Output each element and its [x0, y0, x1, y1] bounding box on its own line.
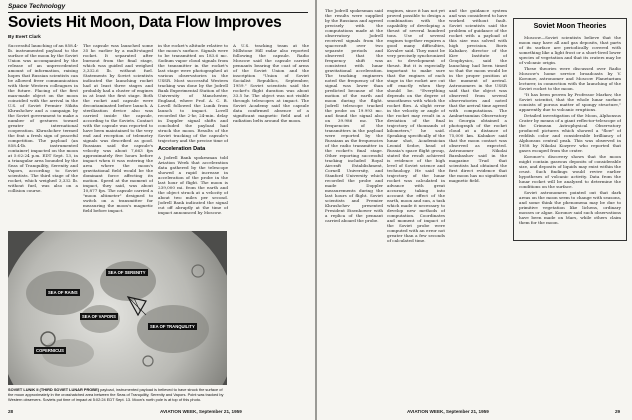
article-column-3-continued: A Jodrell Bank spokesman told Aviation Week that acceleration data gathered by the telescope showed a rapid increase in acceleration of the probe in the last hour of flight. The moon is 239,000 mi. from the earth and the object struck at a velocity of about two miles per second. Jodrell Bank indicated the signal cut off abruptly at the time of impact announced by Moscow.	[158, 155, 228, 215]
section-rule	[8, 12, 308, 13]
article-column-2: The capsule was launched some 35 hr. earlier by a multi-staged rocket. It separated after burnout from the final stage, which was guided and weighed 3,332.6 lb. without fuel. Statements by Soviet scientists indicated the launching rocket had at least three stages and probably had a cluster of engines in at least the first stage. Both the rocket and capsule were decontaminated before launch. A sterilization device also was carried inside the capsule, according to the Soviets. Contact with the capsule was reported to have been maintained to the very end and reception of telemetry signals was described as good. Russians said the capsule's velocity was about 7,663 fps approximately five hours before impact when it was entering the area where the moon's gravitational field would be the dominant force affecting its motion. Speed at the moment of impact, they said, was about 10,877 fps. The capsule carried a "moon altimeter" designed to switch on a transmitter for measuring the moon's magnetic field before impact.	[83, 43, 153, 213]
label-sea-of-serenity: SEA OF SERENITY	[108, 270, 146, 275]
footer-right: AVIATION WEEK, September 21, 1959	[407, 409, 489, 414]
label-sea-of-tranquility: SEA OF TRANQUILITY	[150, 324, 195, 329]
page-number-left: 28	[8, 409, 14, 414]
sidebar-paragraph: Koronov's discovery shows that the moon might contain gaseous deposits of considerable size, and deposits of liquids may exist within the crust. Such findings would revive earlier hypotheses of volcanic activity. Data from the lunar rocket will be analyzed to determine the conditions on the surface.	[519, 154, 621, 189]
footer-left: AVIATION WEEK, September 21, 1959	[160, 409, 242, 414]
sidebar-title: Soviet Moon Theories	[533, 23, 607, 30]
caption-lead: SOVIET LUNIK II (THIRD SOVIET LUNAR PROBE)	[8, 387, 100, 392]
page-number-right: 29	[615, 409, 621, 414]
section-subhead: Acceleration Data	[158, 146, 206, 152]
right-column-3: and the guidance system and was considered to have worked without fault. Soviet scientists said the problem of guidance of the rocket with a payload of this size was solved with high precision. Boris Kabakov, director of the Kiev Institute of Geophysics, said the launching had been timed so that the moon would be in the proper position at the moment of arrival. Astronomers in the USSR said that the object was observed from several observatories and noted that the arrival time agreed with computations. The Amburtsumian Observatory in Georgia obtained a photograph of the rocket cloud at a distance of 75,000 km. Kabakov said that the moon contact was observed as expected. Astronomer Nikolai Barabashov said in the magazine Trud that scientists had obtained the first direct evidence that the moon has no significant magnetic field.	[449, 8, 507, 183]
sidebar-paragraph: Soviet astronomers pointed out that dark areas on the moon seem to change with seasons, and some think the phenomena may be due to primitive vegetation like lichens, ordinary mosses or algae. Koronov said such observations have been made on Mars, while others claim them for the moon.	[519, 190, 621, 225]
label-sea-of-rains: SEA OF RAINS	[48, 290, 78, 295]
sidebar-body	[519, 35, 621, 237]
sidebar-box	[513, 18, 627, 241]
article-column-3: in the rocket's altitude relative to the moon's surface. Signals were to be transmitted on 183.6 mc. Sodium vapor cloud signals from the transmitter in the rocket's last stage were photographed at various observatories in the USSR. Most successful Western tracking was done by the Jodrell Bank Experimental Station of the University of Manchester, England, where Prof. A. C. B. Lovell followed the Lunik from launch to impact. Lovell recorded the 2-hr, 24-min. delay in Doppler signal shifts and concluded the payload had struck the moon. Results of the Soviet tracking of the capsule's trajectory and the precise time of	[158, 43, 228, 143]
right-column-1: The Jodrell spokesman said the results were supplied by the Russians and agreed precisely with the computations made at the observatory. Jodrell received signals from the spacecraft over two separate periods and observed that the frequency shift was consistent with lunar gravitational acceleration. The tracking engineers noted the frequency of the signal was lower than predicted because of the motion of the earth and moon during the flight. Jodrell telescope tracked the probe on 19.993 mc. and found the signal also on 39.986 mc. The frequencies of the transmitters in the payload were reported by the Russians as the frequencies of the radio transmitter in the rocket's final stage. Other reporting successful tracking included Royal Aircraft Establishment, Cornell University, and Stanford University which recorded the probe and made Doppler measurements during the last hours of flight. Soviet scientists and Premier Khrushchev presented President Eisenhower with a replica of the pennant carried aboard the probe.	[325, 8, 383, 223]
sidebar-paragraph: These theories were discussed over Radio Moscow's home service broadcasts by V. Koronov, astronomer and Moscow Planetarium lecturer, in connection with the launching of the Soviet rocket to the moon.	[519, 66, 621, 91]
caption-text: payload, instrumented payload is believed to have struck the surface of the moon approximately in the crosshatched area between the Seas of Tranquility, Serenity and Vapors. Point was tracked by Western observers. Soviets put time of impact at 5:02:24 EDT Sept. 13. Moon's north pole is at top of this photo.	[8, 387, 224, 402]
sidebar-paragraph: Moscow—Soviet scientists believe that the moon may have all and gas deposits, that parts of its surface are periodically covered with something like a light frost or a short-lived lower species of vegetation and that its craters may be of volcanic origin.	[519, 35, 621, 65]
label-sea-of-vapors: SEA OF VAPORS	[82, 314, 116, 319]
label-copernicus: COPERNICUS	[36, 348, 64, 353]
sidebar-paragraph: Detailed investigation of the Moon, Alphonsus Crater by means of a giant reflector-telescope of the Crimean Astrophysical Observatory produced pictures which showed a "flow" of reddish color and considerable brilliancy of Alphonsus central peak. This was observed in 1958 by Nikolai Kozyrev who reported that gases escaped from the crater.	[519, 113, 621, 153]
article-column-1: Successful launching of an 858.4-lb. instrumented payload to the surface of the moon by the Soviet Union was accompanied by the release of an unprecedented amount of information, raising hopes that Russian scientists can be allowed freer communication with their Western colleagues in the future. Placing of the first man-made object on the moon coincided with the arrival in the U.S. of Soviet Premier Nikita Khrushchev and a campaign by the Soviet government to make a number of gestures toward greater international cooperation. Khrushchev termed the feat a fresh sign of peaceful competition. The payload (an 858.4-lb. instrumented container) impacted on the moon at 5:02:24 p.m. EDT Sept. 13, in a triangular area bounded by the Seas of Tranquility, Serenity and Vapors, according to Soviet scientists. The third stage of the rocket, which weighed 3,332 lb. without fuel, was also on a collision course.	[8, 43, 78, 193]
moon-image	[8, 231, 227, 385]
section-label: Space Technology	[8, 3, 66, 10]
moon-photo	[8, 231, 227, 385]
byline: By Evert Clark	[8, 35, 41, 40]
right-page	[317, 0, 632, 420]
sidebar-paragraph: "It has been proven by Professor Markov, the Soviet scientist, that the whole lunar surface consists of porous matter of spongy structure," apparently due to volcanic eruptions.	[519, 92, 621, 112]
right-column-2: engines, since it has not yet proved possible to design a combination with the capability of developing a thrust of several hundred tons. Use of several engines together requires a good many difficulties, Kovalev said. They must be very precisely synchronized as to development of thrust. But it is especially important to make sure that the engines of each stage in the rocket are cut off exactly when they should be. "Everything depends on the degree of smoothness with which the rocket flies. A slight error in the velocity or angle of the rocket may result in a deviation of the final trajectory of thousands of kilometers," he said. Speaking specifically of the lunar shot, Academician Leonid Sedov, head of Russia's space flight group, stated the result achieved is evidence of the high level of Soviet science and technology. He said the trajectory of the lunar rocket was calculated in advance with great accuracy, taking into account the effect of the earth, moon and sun, a task which made it necessary to develop new methods of computation. Coordinates and moment of impact of the Soviet probe were computed with an error not greater than a few seconds of calculated time.	[387, 8, 445, 243]
photo-caption	[8, 388, 227, 402]
article-headline: Soviets Hit Moon, Data Flow Improves	[8, 14, 282, 31]
article-column-4: A U.S. tracking team at the Millstone Hill radar also reported following the capsule. Radio Moscow said the capsule carried pennants bearing the coat of arms of the Soviet Union and the inscription "Union of Soviet Socialist Republics, September, 1959." Soviet scientists said the rocket's flight duration was about 33.5 hr. The object was not visible through telescopes at impact. The Soviet Academy said the capsule data confirmed absence of a significant magnetic field and of radiation belts around the moon.	[233, 43, 309, 123]
